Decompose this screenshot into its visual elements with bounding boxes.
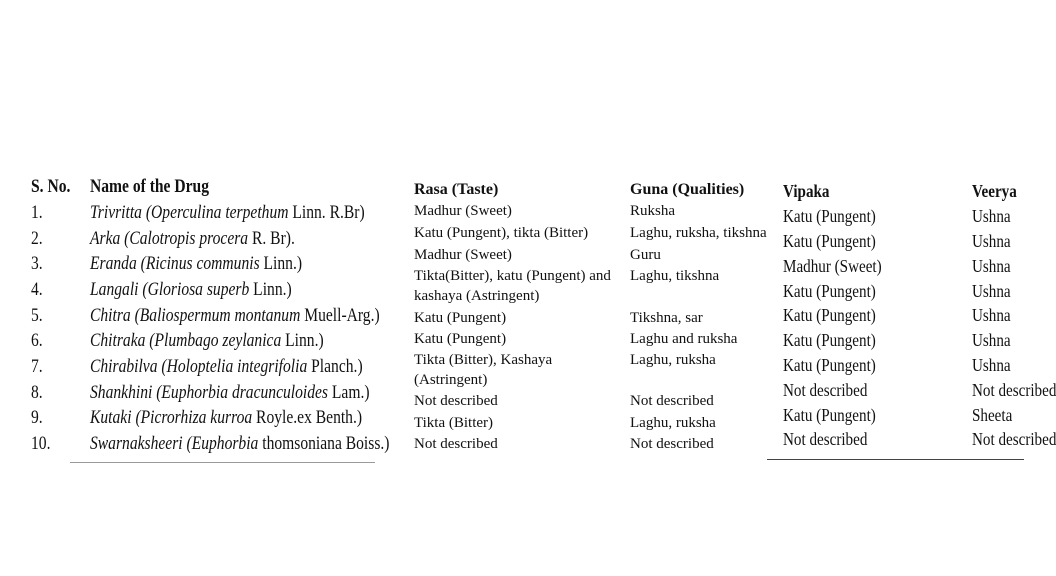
rasa-cell: Tikta (Bitter), Kashaya — [414, 352, 553, 368]
drug-name-cell — [90, 280, 292, 299]
guna-cell: Laghu, ruksha, tikshna — [630, 225, 767, 241]
drug-name-cell — [90, 434, 389, 453]
rasa-cell: (Astringent) — [414, 372, 488, 388]
rasa-cell: Tikta (Bitter) — [414, 415, 494, 431]
sno-cell: 4. — [31, 279, 43, 300]
drug-name-authority: Linn. R.Br) — [288, 202, 365, 223]
veerya-cell: Ushna — [972, 281, 1011, 301]
guna-cell: Laghu and ruksha — [630, 331, 738, 347]
vipaka-cell: Not described — [783, 380, 868, 400]
drug-name-authority: Linn.) — [259, 253, 303, 274]
drug-name-authority: Lam.) — [328, 382, 370, 403]
drug-name-cell — [90, 229, 295, 248]
vipaka-cell: Katu (Pungent) — [783, 206, 876, 226]
rasa-cell: Madhur (Sweet) — [414, 247, 512, 263]
drug-name-authority: R. Br). — [248, 228, 295, 249]
drug-name-authority: thomsoniana Boiss.) — [258, 433, 390, 454]
guna-cell: Not described — [630, 436, 714, 452]
header-drug-name: Name of the Drug — [90, 176, 209, 197]
drug-name-cell — [90, 306, 380, 325]
vipaka-cell: Madhur (Sweet) — [783, 256, 882, 276]
header-guna: Guna (Qualities) — [630, 181, 745, 198]
sno-cell: 8. — [31, 382, 43, 403]
drug-name-cell — [90, 383, 370, 402]
guna-cell: Not described — [630, 393, 714, 409]
guna-cell: Tikshna, sar — [630, 310, 703, 326]
guna-cell: Guru — [630, 247, 661, 263]
drug-name-authority: Planch.) — [307, 356, 363, 377]
sno-cell: 5. — [31, 305, 43, 326]
rasa-cell: Tikta(Bitter), katu (Pungent) and — [414, 268, 611, 284]
drug-name-authority: Royle.ex Benth.) — [252, 407, 363, 428]
table-bottom-rule-left — [70, 462, 375, 463]
header-sno: S. No. — [31, 176, 71, 197]
drug-name-italic: Eranda (Ricinus communis — [90, 253, 260, 274]
veerya-cell: Ushna — [972, 206, 1011, 226]
table-bottom-rule-right — [767, 459, 1024, 460]
vipaka-cell: Katu (Pungent) — [783, 405, 876, 425]
veerya-cell: Ushna — [972, 256, 1011, 276]
drug-name-authority: Linn.) — [281, 330, 324, 351]
drug-name-cell — [90, 357, 363, 376]
drug-name-cell — [90, 203, 365, 222]
drug-name-cell — [90, 408, 362, 427]
header-rasa: Rasa (Taste) — [414, 181, 499, 198]
drug-name-italic: Langali (Gloriosa superb — [90, 279, 250, 300]
sno-cell: 3. — [31, 253, 43, 274]
sno-cell: 10. — [31, 433, 51, 454]
guna-cell: Laghu, tikshna — [630, 268, 720, 284]
veerya-cell: Sheeta — [972, 405, 1013, 425]
drug-name-italic: Swarnaksheeri (Euphorbia — [90, 433, 259, 454]
drug-name-italic: Chitra (Baliospermum montanum — [90, 305, 301, 326]
rasa-cell: Katu (Pungent) — [414, 310, 507, 326]
sno-cell: 6. — [31, 330, 43, 351]
sno-cell: 7. — [31, 356, 43, 377]
guna-cell: Laghu, ruksha — [630, 415, 716, 431]
vipaka-cell: Not described — [783, 429, 868, 449]
rasa-cell: kashaya (Astringent) — [414, 288, 540, 304]
drug-name-italic: Shankhini (Euphorbia dracunculoides — [90, 382, 329, 403]
sno-cell: 9. — [31, 407, 43, 428]
guna-cell: Laghu, ruksha — [630, 352, 716, 368]
vipaka-cell: Katu (Pungent) — [783, 330, 876, 350]
vipaka-cell: Katu (Pungent) — [783, 355, 876, 375]
veerya-cell: Ushna — [972, 305, 1011, 325]
rasa-cell: Not described — [414, 436, 498, 452]
rasa-cell: Madhur (Sweet) — [414, 203, 512, 219]
veerya-cell: Ushna — [972, 355, 1011, 375]
drug-name-italic: Chitraka (Plumbago zeylanica — [90, 330, 282, 351]
rasa-cell: Katu (Pungent), tikta (Bitter) — [414, 225, 589, 241]
drug-name-authority: Muell-Arg.) — [300, 305, 380, 326]
header-vipaka: Vipaka — [783, 181, 830, 201]
veerya-cell: Ushna — [972, 231, 1011, 251]
sno-cell: 2. — [31, 228, 43, 249]
vipaka-cell: Katu (Pungent) — [783, 281, 876, 301]
rasa-cell: Not described — [414, 393, 498, 409]
veerya-cell: Not described — [972, 380, 1056, 400]
drug-name-italic: Kutaki (Picrorhiza kurroa — [90, 407, 253, 428]
drug-name-italic: Arka (Calotropis procera — [90, 228, 249, 249]
drug-name-cell — [90, 254, 302, 273]
veerya-cell: Not described — [972, 429, 1056, 449]
rasa-cell: Katu (Pungent) — [414, 331, 507, 347]
drug-name-italic: Trivritta (Operculina terpethum — [90, 202, 289, 223]
guna-cell: Ruksha — [630, 203, 675, 219]
vipaka-cell: Katu (Pungent) — [783, 305, 876, 325]
vipaka-cell: Katu (Pungent) — [783, 231, 876, 251]
header-veerya: Veerya — [972, 181, 1017, 201]
sno-cell: 1. — [31, 202, 43, 223]
drug-name-cell — [90, 331, 324, 350]
drug-name-italic: Chirabilva (Holoptelia integrifolia — [90, 356, 308, 377]
veerya-cell: Ushna — [972, 330, 1011, 350]
drug-name-authority: Linn.) — [249, 279, 292, 300]
